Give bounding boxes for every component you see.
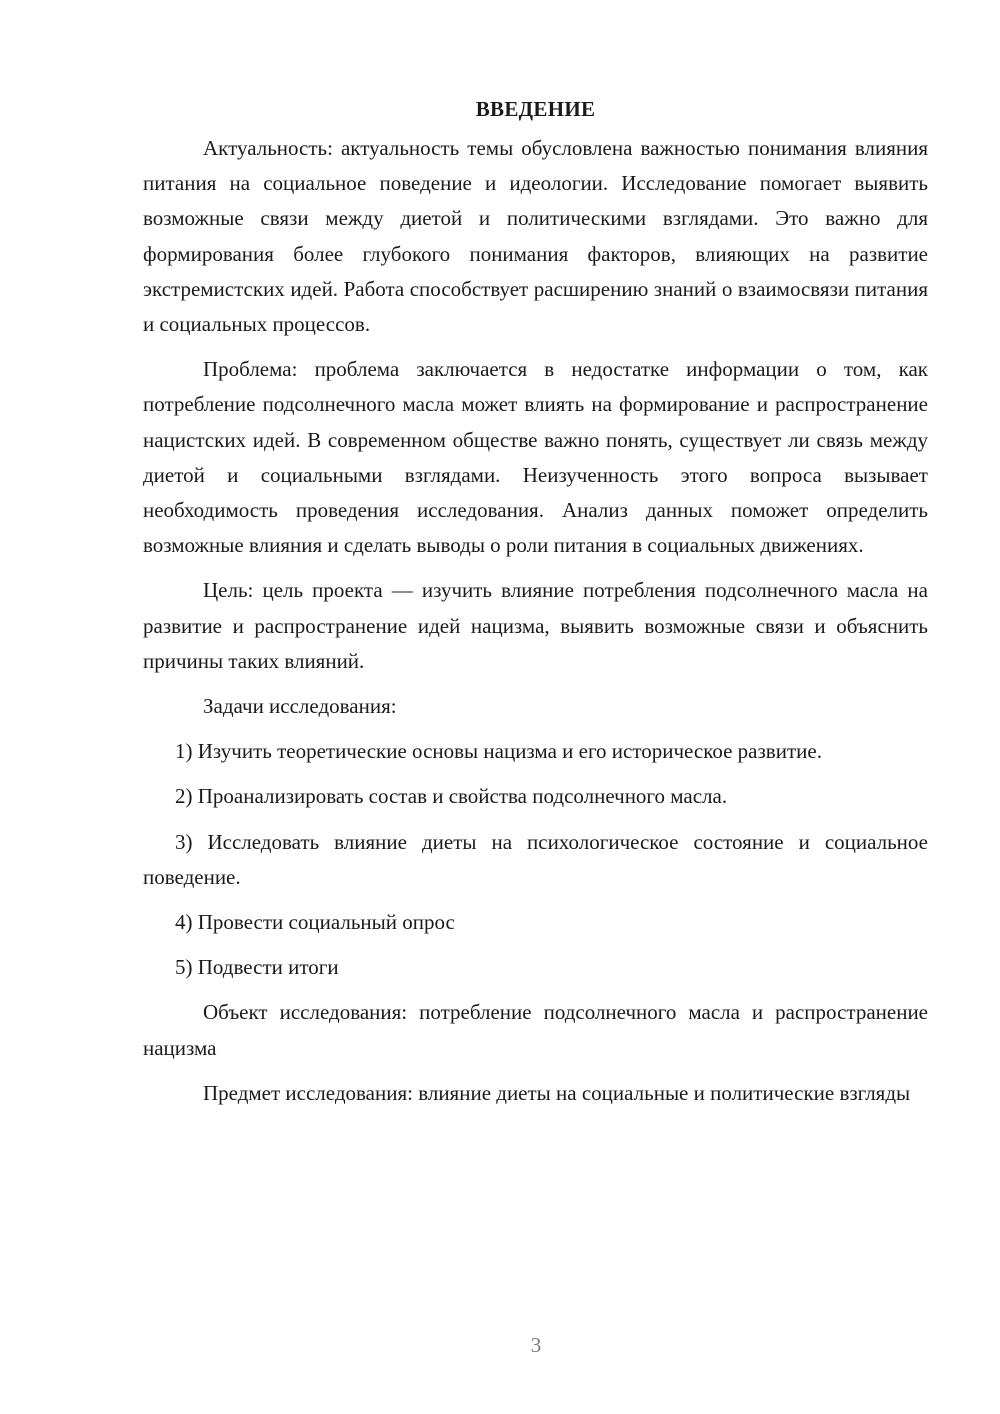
problem-paragraph: Проблема: проблема заключается в недостатке информации о том, как потребление подсолнечного масла может влиять на формирование и распространение нацистских идей. В современном обществе важно понять, существует ли связь между диетой и социальными взглядами. Неизученность этого вопроса вызывает необходимость проведения исследования. Анализ данных поможет определить возможные влияния и сделать выводы о роли питания в социальных движениях.	[143, 357, 928, 558]
tasks-title: Задачи исследования:	[203, 694, 397, 719]
subject-paragraph: Предмет исследования: влияние диеты на социальные и политические взгляды	[203, 1080, 911, 1105]
relevance-paragraph: Актуальность: актуальность темы обусловлена важностью понимания влияния питания на социальное поведение и идеологии. Исследование помогает выявить возможные связи между диетой и политическими взглядами. Это важно для формирования более глубокого понимания факторов, влияющих на развитие экстремистских идей. Работа способствует расширению знаний о взаимосвязи питания и социальных процессов.	[143, 136, 928, 337]
section-heading: ВВЕДЕНИЕ	[475, 97, 596, 121]
document-page	[143, 92, 928, 1121]
task-item: 3) Исследовать влияние диеты на психологическое состояние и социальное поведение.	[143, 829, 928, 889]
page-number: 3	[530, 1333, 542, 1357]
task-item: 1) Изучить теоретические основы нацизма и его историческое развитие.	[175, 739, 822, 764]
task-item: 2) Проанализировать состав и свойства подсолнечного масла.	[175, 784, 728, 809]
task-item: 5) Подвести итоги	[175, 955, 339, 980]
goal-paragraph: Цель: цель проекта — изучить влияние потребления подсолнечного масла на развитие и распространение идей нацизма, выявить возможные связи и объяснить причины таких влияний.	[143, 578, 928, 673]
tasks-list	[143, 734, 928, 985]
task-item: 4) Провести социальный опрос	[175, 910, 455, 935]
object-paragraph: Объект исследования: потребление подсолнечного масла и распространение нацизма	[143, 1000, 928, 1060]
